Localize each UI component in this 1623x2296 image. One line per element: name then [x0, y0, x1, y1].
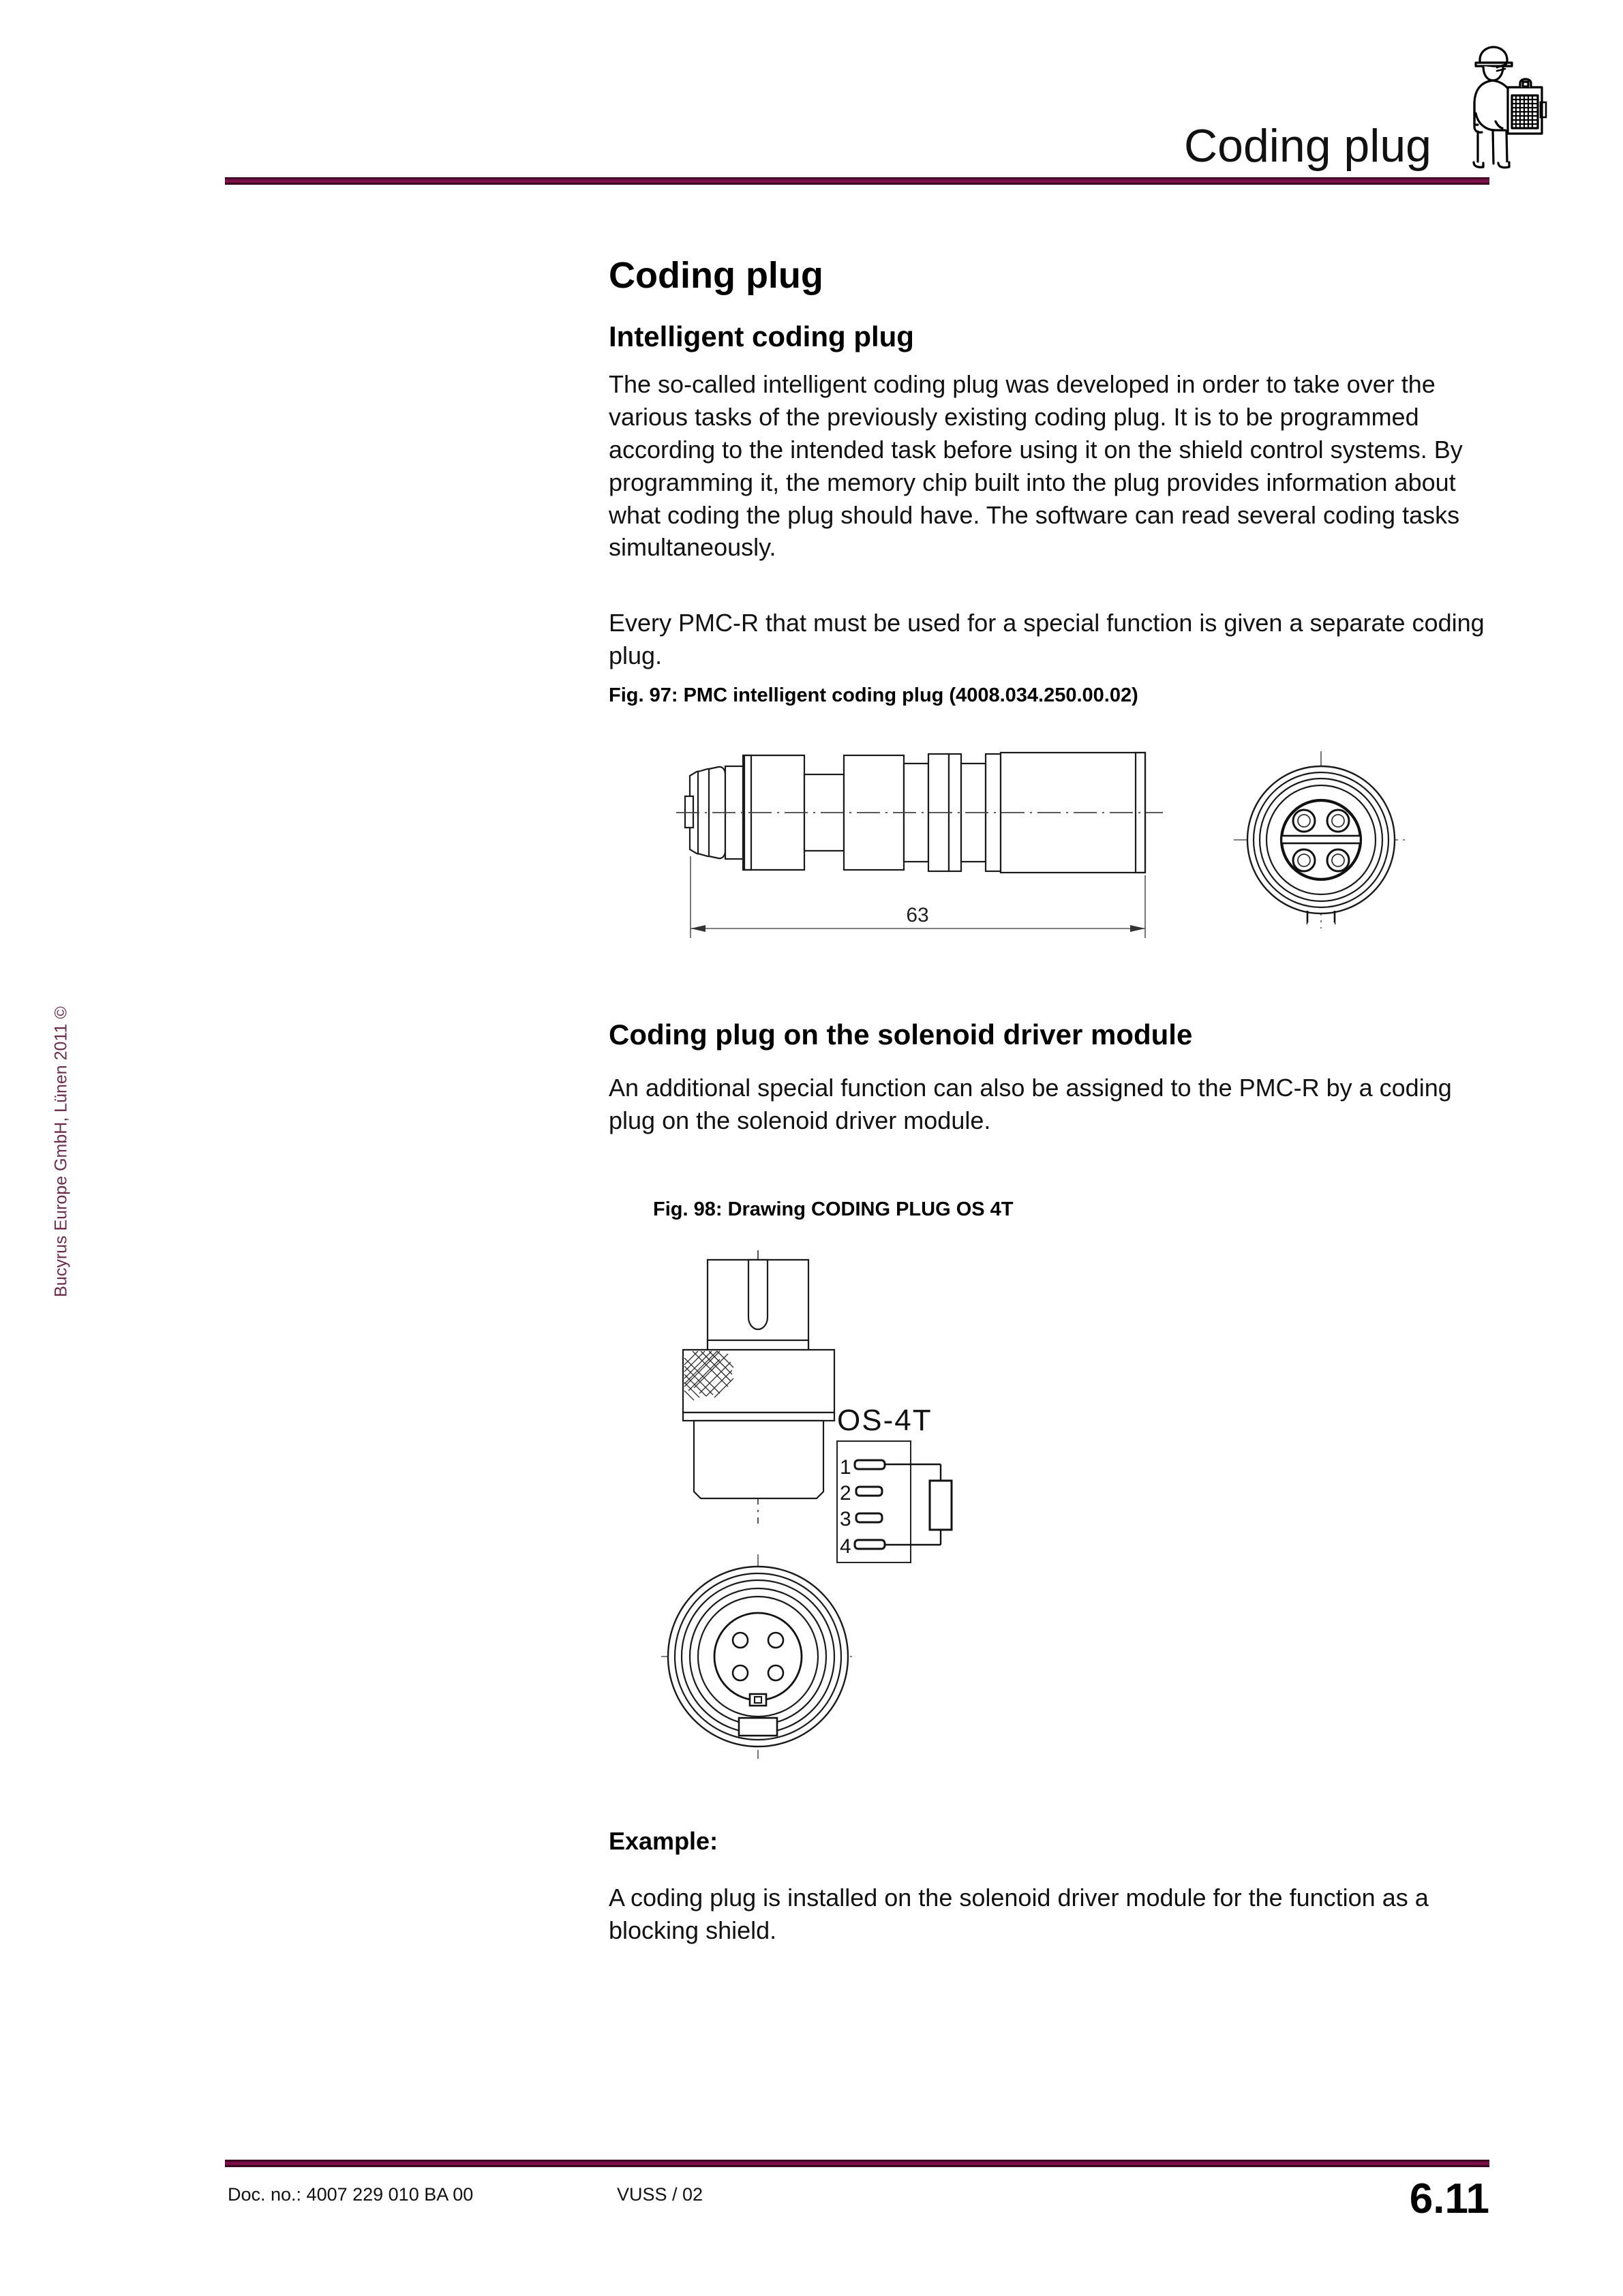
paragraph-solenoid-driver-module: An additional special function can also be assigned to the PMC-R by a coding plug on the solenoid driver module.	[609, 1074, 1452, 1134]
figure-97-dimension-label: 63	[906, 904, 929, 926]
os4t-resistor	[930, 1481, 952, 1530]
figure-97-pmc-intelligent-coding-plug	[668, 723, 1459, 958]
footer-document-number: Doc. no.: 4007 229 010 BA 00	[228, 2184, 474, 2205]
side-copyright-text: Bucyrus Europe GmbH, Lünen 2011 ©	[51, 1006, 71, 1297]
os4t-pin-label-1: 1	[840, 1456, 851, 1479]
footer-divider-rule	[225, 2160, 1489, 2167]
footer-page-number: 6.11	[1409, 2175, 1489, 2222]
os4t-pin-label-3: 3	[840, 1508, 851, 1530]
example-label: Example:	[609, 1827, 718, 1855]
page-title: Coding plug	[609, 255, 823, 296]
figure-caption-97: Fig. 97: PMC intelligent coding plug (4008.034.250.00.02)	[609, 684, 1138, 706]
paragraph-every-pmcr: Every PMC-R that must be used for a special function is given a separate coding plug.	[609, 609, 1485, 669]
os4t-pin-label-2: 2	[840, 1482, 851, 1505]
figure-98-coding-plug-os-4t	[654, 1254, 1036, 1752]
header-divider-rule	[225, 177, 1489, 185]
section-heading-coding-plug-solenoid-driver: Coding plug on the solenoid driver module	[609, 1018, 1193, 1051]
paragraph-intelligent-coding-plug: The so-called intelligent coding plug was developed in order to take over the various tasks of the previously existing coding plug. It is to be programmed according to the intended task before using it on the shield control systems. By programming it, the memory chip built into the plug provides information about what coding the plug should have. The software can read several coding tasks simultaneously.	[609, 370, 1463, 562]
page-header-title: Coding plug	[1184, 120, 1431, 172]
os4t-pin-label-4: 4	[840, 1535, 851, 1558]
footer-vuss-code: VUSS / 02	[617, 2184, 703, 2205]
figure-caption-98: Fig. 98: Drawing CODING PLUG OS 4T	[653, 1198, 1014, 1220]
section-heading-intelligent-coding-plug: Intelligent coding plug	[609, 320, 914, 352]
paragraph-example: A coding plug is installed on the solenoid driver module for the function as a blocking shield.	[609, 1884, 1429, 1944]
os4t-schematic-label: OS-4T	[837, 1404, 932, 1437]
os4t-schematic	[837, 1404, 952, 1562]
technician-clipboard-icon	[1457, 40, 1546, 172]
